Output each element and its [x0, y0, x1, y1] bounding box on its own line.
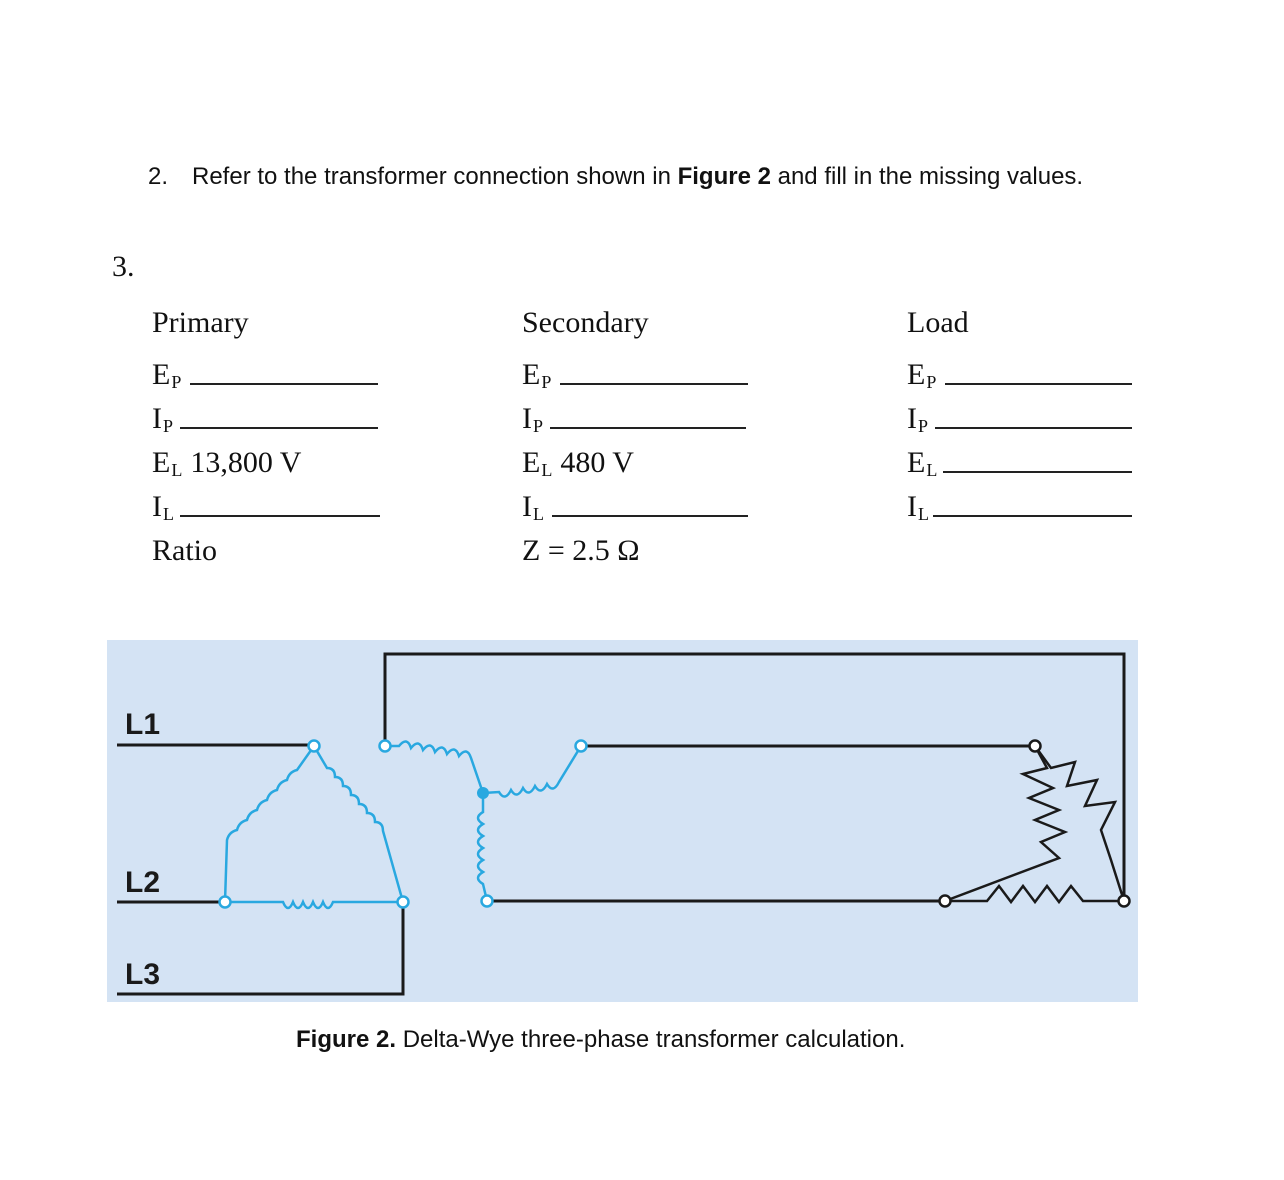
load-resistor-bottom [945, 886, 1124, 902]
figure-reference: Figure 2 [677, 163, 771, 190]
label-l3: L3 [125, 958, 161, 991]
secondary-coil-b [483, 746, 581, 797]
secondary-il-blank[interactable] [552, 515, 748, 517]
load-column [907, 303, 969, 529]
load-il-row [907, 485, 969, 529]
load-resistor-left [945, 746, 1065, 901]
circuit-svg [107, 640, 1138, 1002]
subscript: L [171, 460, 183, 480]
subscript: L [163, 504, 174, 524]
primary-coil-right [314, 746, 403, 902]
secondary-ip-blank[interactable] [550, 427, 746, 429]
subscript: P [171, 372, 182, 392]
subscript: P [533, 416, 544, 436]
subscript: P [918, 416, 929, 436]
symbol: E [522, 358, 541, 391]
secondary-heading: Secondary [522, 306, 649, 339]
primary-ratio: Ratio [152, 534, 217, 567]
terminal-dot [380, 741, 391, 752]
load-terminal-dot [940, 896, 951, 907]
caption-label: Figure 2. [296, 1026, 397, 1053]
subscript: P [163, 416, 174, 436]
delta-wye-diagram [107, 640, 1138, 1002]
primary-coil-bottom [225, 902, 403, 908]
section-number: 3. [112, 250, 135, 283]
primary-ep-blank[interactable] [190, 383, 378, 385]
label-l2: L2 [125, 866, 161, 899]
terminal-dot [398, 897, 409, 908]
symbol: E [152, 446, 171, 479]
subscript: P [926, 372, 937, 392]
question-text-before: Refer to the transformer connection shown in [192, 163, 678, 190]
load-resistor-right [1035, 746, 1124, 901]
primary-ep-row [152, 353, 301, 397]
load-il-blank[interactable] [933, 515, 1132, 517]
terminal-dot [576, 741, 587, 752]
primary-ip-row [152, 397, 301, 441]
secondary-ep-row [522, 353, 649, 397]
symbol: I [152, 490, 162, 523]
primary-coil-left [225, 746, 314, 902]
question-number: 2. [148, 163, 169, 190]
wires [117, 654, 1124, 994]
subscript: P [541, 372, 552, 392]
primary-el-row [152, 441, 301, 485]
symbol: E [152, 358, 171, 391]
symbol: E [907, 358, 926, 391]
load-el-row [907, 441, 969, 485]
primary-column [152, 303, 301, 573]
figure-caption [296, 1026, 905, 1054]
primary-delta-coils [225, 741, 581, 908]
symbol: I [907, 490, 917, 523]
load-el-blank[interactable] [943, 471, 1132, 473]
label-l1: L1 [125, 708, 161, 741]
load-terminal-dot [1119, 896, 1130, 907]
load-ip-row [907, 397, 969, 441]
primary-ip-blank[interactable] [180, 427, 378, 429]
symbol: I [152, 402, 162, 435]
question-text-after: and fill in the missing values. [770, 163, 1084, 190]
terminal-dot [482, 896, 493, 907]
primary-il-blank[interactable] [180, 515, 380, 517]
subscript: L [541, 460, 553, 480]
symbol: I [907, 402, 917, 435]
secondary-column [522, 303, 649, 573]
load-ip-blank[interactable] [935, 427, 1132, 429]
terminal-dot [220, 897, 231, 908]
load-ep-blank[interactable] [945, 383, 1132, 385]
primary-heading: Primary [152, 306, 249, 339]
secondary-coil-c [478, 793, 487, 901]
subscript: L [926, 460, 938, 480]
load-ep-row [907, 353, 969, 397]
symbol: E [522, 446, 541, 479]
secondary-impedance: Z = 2.5 Ω [522, 534, 640, 567]
secondary-coil-a [385, 741, 483, 793]
load-heading: Load [907, 306, 969, 339]
secondary-il-row [522, 485, 649, 529]
secondary-el-row [522, 441, 649, 485]
secondary-ip-row [522, 397, 649, 441]
question-text [148, 158, 1088, 196]
primary-il-row [152, 485, 301, 529]
load-terminal-dot [1030, 741, 1041, 752]
primary-el-value: 13,800 V [190, 446, 302, 479]
terminal-dot [309, 741, 320, 752]
symbol: I [522, 402, 532, 435]
secondary-ep-blank[interactable] [560, 383, 748, 385]
subscript: L [918, 504, 929, 524]
subscript: L [533, 504, 544, 524]
symbol: I [522, 490, 532, 523]
symbol: E [907, 446, 926, 479]
secondary-el-value: 480 V [560, 446, 634, 479]
secondary-top-wire [385, 654, 1124, 901]
neutral-point-dot [477, 787, 489, 799]
caption-text: Delta-Wye three-phase transformer calculation. [396, 1026, 906, 1053]
